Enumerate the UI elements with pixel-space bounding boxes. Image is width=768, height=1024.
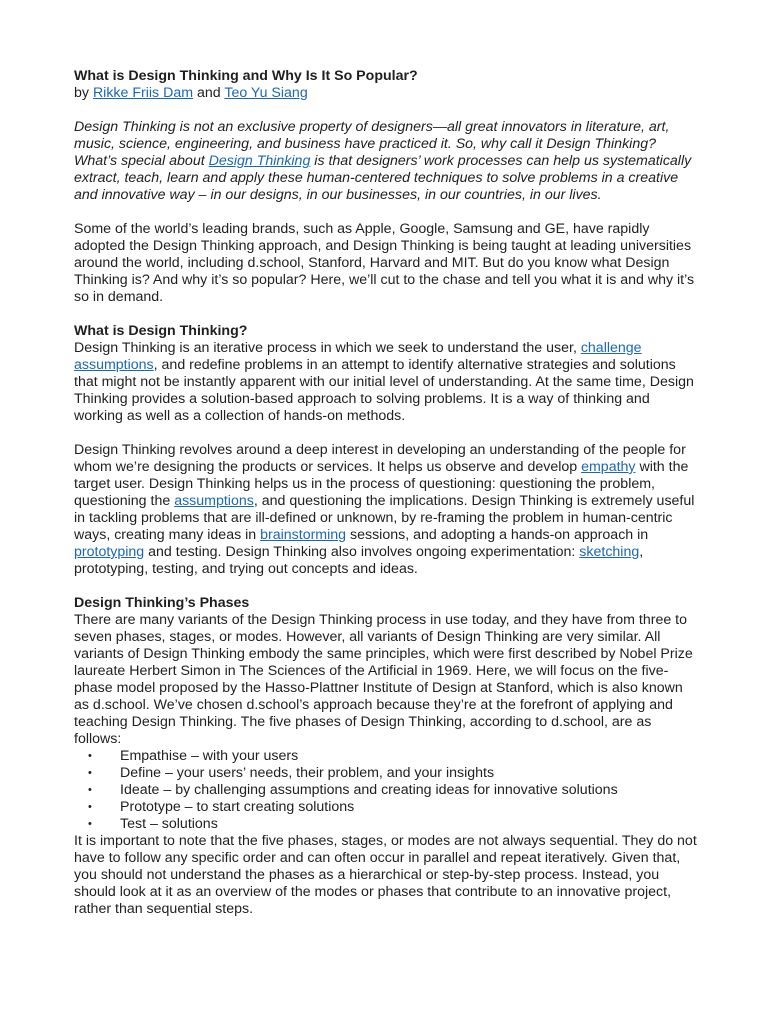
brainstorming-link[interactable]: brainstorming [260, 527, 347, 543]
byline-and: and [193, 85, 225, 101]
revolves-text-2: with the target user. Design Thinking helps us in the process of questioning: questioning the problem, questioning the [74, 459, 689, 509]
phase-prototype: Prototype – to start creating solutions [120, 799, 355, 815]
revolves-text-5: and testing. Design Thinking also involves ongoing experimentation: [144, 544, 580, 560]
bullet-icon: • [88, 750, 92, 762]
assumptions-link[interactable]: assumptions [174, 493, 254, 509]
phases-list [74, 748, 699, 833]
list-item [74, 816, 699, 833]
revolves-text-4: sessions, and adopting a hands-on approach in [346, 527, 649, 543]
intro-text-2: is that designers’ work processes can help us systematically extract, teach, learn and apply these human-centered techniques to solve problems in a creative and innovative way – in our designs, in our businesses, in our countries, in our lives. [74, 153, 692, 203]
bullet-icon: • [88, 801, 92, 813]
bullet-icon: • [88, 784, 92, 796]
prototyping-link[interactable]: prototyping [74, 544, 145, 560]
article-title: What is Design Thinking and Why Is It So Popular? [74, 68, 418, 84]
phase-define: Define – your users’ needs, their problem, and your insights [120, 765, 495, 781]
brands-paragraph: Some of the world’s leading brands, such as Apple, Google, Samsung and GE, have rapidly adopted the Design Thinking approach, and Design Thinking is being taught at leading universities around the world, including d.school, Stanford, Harvard and MIT. But do you know what Design Thinking is? And why it’s so popular? Here, we’ll cut to the chase and tell you what it is and why it’s so in demand. [74, 221, 695, 305]
sequential-note-paragraph: It is important to note that the five phases, stages, or modes are not always sequential. They do not have to follow any specific order and can often occur in parallel and repeat iteratively. Given that, you should not understand the phases as a hierarchical or step-by-step process. Instead, you should look at it as an overview of the modes or phases that contribute to an innovative project, rather than sequential steps. [74, 833, 697, 917]
author-link-rikke[interactable]: Rikke Friis Dam [92, 85, 194, 101]
section-heading-phases: Design Thinking’s Phases [74, 595, 250, 611]
revolves-text-1: Design Thinking revolves around a deep interest in developing an understanding of the people for whom we’re designing the products or services. It helps us observe and develop [74, 442, 686, 475]
intro-paragraph [74, 119, 699, 204]
byline [74, 85, 699, 102]
empathy-link[interactable]: empathy [581, 459, 636, 475]
byline-prefix: by [74, 85, 93, 101]
revolves-text-3: , and questioning the implications. Design Thinking is extremely useful in tackling problems that are ill-defined or unknown, by re-framing the problem in human-centric ways, creating many ideas in [74, 493, 695, 543]
phases-intro-paragraph: There are many variants of the Design Thinking process in use today, and they have from three to seven phases, stages, or modes. However, all variants of Design Thinking are very similar. All variants of Design Thinking embody the same principles, which were first described by Nobel Prize laureate Herbert Simon in The Sciences of the Artificial in 1969. Here, we will focus on the five-phase model proposed by the Hasso-Plattner Institute of Design at Stanford, which is also known as d.school. We’ve chosen d.school’s approach because they’re at the forefront of applying and teaching Design Thinking. The five phases of Design Thinking, according to d.school, are as follows: [74, 612, 693, 747]
definition-paragraph [74, 340, 699, 425]
article [74, 68, 699, 918]
revolves-paragraph [74, 442, 699, 578]
list-item [74, 799, 699, 816]
list-item [74, 782, 699, 799]
author-link-teo[interactable]: Teo Yu Siang [224, 85, 308, 101]
challenge-assumptions-link[interactable]: challenge assumptions [74, 340, 642, 373]
definition-text-1: Design Thinking is an iterative process in which we seek to understand the user, [74, 340, 581, 356]
bullet-icon: • [88, 818, 92, 830]
design-thinking-link[interactable]: Design Thinking [208, 153, 311, 169]
list-item [74, 748, 699, 765]
definition-text-2: , and redefine problems in an attempt to identify alternative strategies and solutions that might not be instantly apparent with our initial level of understanding. At the same time, Design Thinking provides a solution-based approach to solving problems. It is a way of thinking and working as well as a collection of hands-on methods. [74, 357, 694, 424]
section-heading-what-is: What is Design Thinking? [74, 323, 248, 339]
bullet-icon: • [88, 767, 92, 779]
phase-ideate: Ideate – by challenging assumptions and creating ideas for innovative solutions [120, 782, 618, 798]
sketching-link[interactable]: sketching [579, 544, 640, 560]
revolves-text-6: , prototyping, testing, and trying out concepts and ideas. [74, 544, 644, 577]
phase-test: Test – solutions [120, 816, 218, 832]
intro-text-1: Design Thinking is not an exclusive property of designers—all great innovators in literature, art, music, science, engineering, and business have practiced it. So, why call it Design Thinking? What’s special about [74, 119, 670, 169]
phase-empathise: Empathise – with your users [120, 748, 299, 764]
list-item [74, 765, 699, 782]
